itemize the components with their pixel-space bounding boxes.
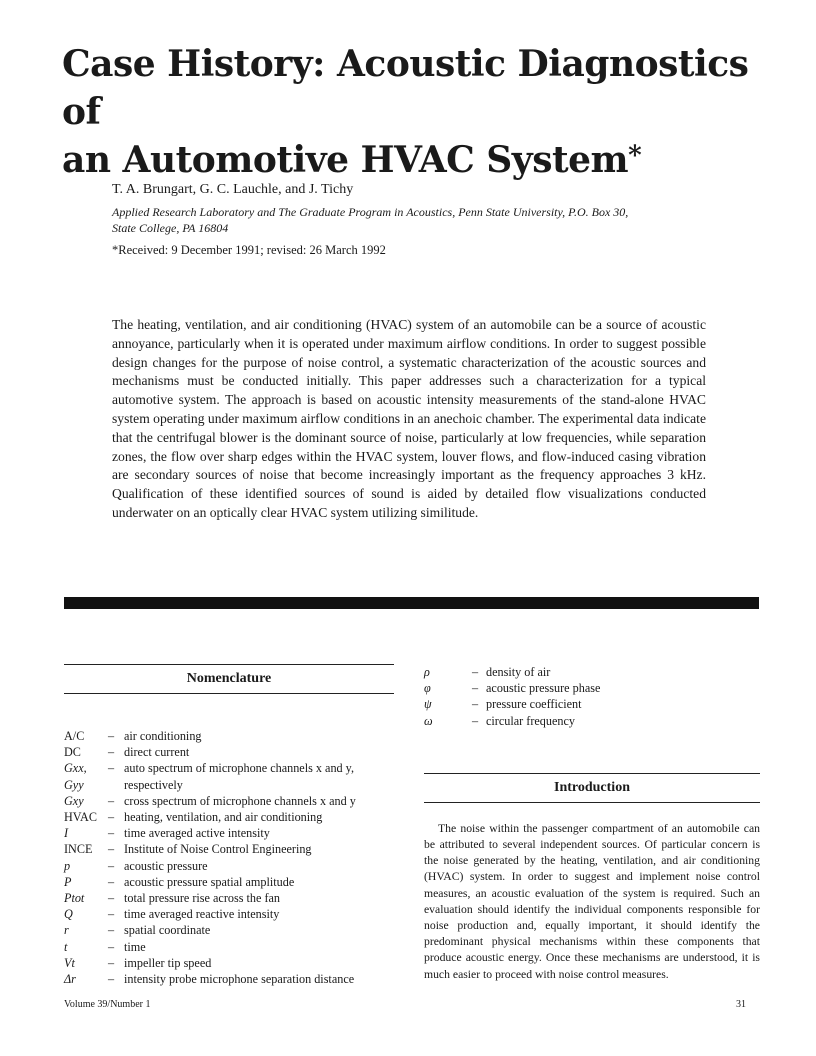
nomenclature-row <box>64 922 394 938</box>
nomenclature-symbol: DC <box>64 745 81 760</box>
greek-symbol-dash: – <box>472 665 479 679</box>
nomenclature-dash: – <box>108 858 115 873</box>
greek-symbol-row <box>424 664 760 680</box>
nomenclature-row <box>64 744 394 760</box>
received-date: *Received: 9 December 1991; revised: 26 March 1992 <box>112 243 386 257</box>
nomenclature-definition: time <box>124 939 146 954</box>
title-footnote-marker: * <box>628 141 642 171</box>
nomenclature-dash: – <box>108 745 115 760</box>
nomenclature-dash: – <box>108 826 115 841</box>
greek-symbol-symbol: ρ <box>424 665 430 679</box>
nomenclature-row <box>64 874 394 890</box>
nomenclature-definition: air conditioning <box>124 729 202 743</box>
nomenclature-row <box>64 825 394 841</box>
nomenclature-symbol: Q <box>64 907 73 922</box>
footer-page-number: 31 <box>736 999 746 1010</box>
nomenclature-row <box>64 760 394 792</box>
nomenclature-definition: cross spectrum of microphone channels x and y <box>124 793 356 808</box>
nomenclature-definition: heating, ventilation, and air conditioning <box>124 810 323 825</box>
greek-symbol-definition: density of air <box>486 665 551 679</box>
affiliation-line-1: Applied Research Laboratory and The Graduate Program in Acoustics, Penn State University, P.O. Box 30, <box>112 205 629 219</box>
footer-volume: Volume 39/Number 1 <box>64 999 151 1010</box>
nomenclature-definition: spatial coordinate <box>124 923 211 938</box>
nomenclature-dash: – <box>108 842 115 857</box>
introduction-text: The noise within the passenger compartment of an automobile can be attributed to several independent sources. Of particular concern is the noise generated by the heating, ventilation, and air conditioning (HVAC) system. In order to suggest and implement noise control measures, an acoustic evaluation of the system is required. Such an evaluation should identify the individual components responsible for noise production and, equally important, it should identify the predominant physical mechanisms within these components that produce acoustic energy. Once these mechanisms are understood, it is much easier to proceed with noise control measures. <box>424 821 760 981</box>
right-column <box>424 664 760 983</box>
affiliation-line-2: State College, PA 16804 <box>112 221 229 235</box>
nomenclature-symbol: A/C <box>64 729 85 743</box>
nomenclature-dash: – <box>108 729 115 743</box>
greek-symbol-dash: – <box>472 697 479 712</box>
nomenclature-row <box>64 728 394 744</box>
nomenclature-row <box>64 809 394 825</box>
nomenclature-definition: acoustic pressure <box>124 858 208 873</box>
title-line-2 <box>62 136 782 184</box>
nomenclature-symbol: r <box>64 923 69 938</box>
introduction-heading: Introduction <box>424 773 760 803</box>
nomenclature-symbol: INCE <box>64 842 93 857</box>
nomenclature-row <box>64 955 394 971</box>
nomenclature-definition: time averaged reactive intensity <box>124 907 280 922</box>
nomenclature-list <box>64 728 394 987</box>
nomenclature-row <box>64 906 394 922</box>
nomenclature-definition: direct current <box>124 745 190 760</box>
greek-symbol-definition: acoustic pressure phase <box>486 681 601 696</box>
title-line-1: Case History: Acoustic Diagnostics of <box>62 43 749 133</box>
nomenclature-definition: impeller tip speed <box>124 955 212 970</box>
nomenclature-symbol: t <box>64 939 68 954</box>
nomenclature-row <box>64 841 394 857</box>
nomenclature-definition: Institute of Noise Control Engineering <box>124 842 312 857</box>
greek-symbol-row <box>424 696 760 712</box>
authors: T. A. Brungart, G. C. Lauchle, and J. Tichy <box>112 182 354 197</box>
greek-symbol-dash: – <box>472 681 479 696</box>
nomenclature-row <box>64 971 394 987</box>
greek-symbol-row <box>424 680 760 696</box>
greek-symbol-symbol: ω <box>424 713 433 728</box>
nomenclature-heading: Nomenclature <box>64 664 394 694</box>
nomenclature-dash: – <box>108 891 115 906</box>
nomenclature-row <box>64 858 394 874</box>
greek-symbol-definition: pressure coefficient <box>486 697 582 712</box>
nomenclature-row <box>64 939 394 955</box>
nomenclature-symbol: HVAC <box>64 810 97 825</box>
nomenclature-dash: – <box>108 874 115 889</box>
nomenclature-symbol: Vt <box>64 955 75 970</box>
nomenclature-dash: – <box>108 972 115 987</box>
nomenclature-definition: total pressure rise across the fan <box>124 891 281 906</box>
greek-symbol-row <box>424 713 760 729</box>
nomenclature-symbol: Δr <box>64 972 76 987</box>
nomenclature-definition: auto spectrum of microphone channels x and y, respectively <box>124 761 355 792</box>
section-divider-bar <box>64 597 759 609</box>
greek-symbol-symbol: ψ <box>424 697 432 712</box>
greek-symbol-dash: – <box>472 713 479 728</box>
nomenclature-dash: – <box>108 761 115 776</box>
nomenclature-dash: – <box>108 939 115 954</box>
left-column <box>64 664 394 987</box>
affiliation <box>112 204 712 236</box>
nomenclature-row <box>64 890 394 906</box>
nomenclature-dash: – <box>108 907 115 922</box>
nomenclature-symbol: Ptot <box>64 891 85 906</box>
nomenclature-row <box>64 793 394 809</box>
nomenclature-definition: time averaged active intensity <box>124 826 270 841</box>
paper-title <box>62 40 782 184</box>
nomenclature-definition: acoustic pressure spatial amplitude <box>124 874 295 889</box>
nomenclature-dash: – <box>108 793 115 808</box>
nomenclature-symbol: I <box>64 826 69 841</box>
greek-symbol-list <box>424 664 760 729</box>
nomenclature-symbol: Gxy <box>64 793 84 808</box>
greek-symbol-definition: circular frequency <box>486 713 575 728</box>
title-line-2-text: an Automotive HVAC System <box>62 139 629 181</box>
nomenclature-dash: – <box>108 923 115 938</box>
abstract: The heating, ventilation, and air conditioning (HVAC) system of an automobile can be a source of acoustic annoyance, particularly when it is operated under maximum airflow conditions. In order to suggest possible design changes for the purpose of noise control, a systematic characterization of the acoustic sources and mechanisms must be conducted initially. This paper addresses such a characterization for a typical automotive system. The approach is based on acoustic intensity measurements of the stand-alone HVAC system operating under maximum airflow conditions in an anechoic chamber. The experimental data indicate that the centrifugal blower is the dominant source of noise, particularly at low frequencies, while separation zones, the flow over sharp edges within the HVAC system, louver flows, and flow-induced casing vibration are secondary sources of noise that become increasingly important as the frequency approaches 3 kHz. Qualification of these identified sources of sound is aided by detailed flow visualizations conducted underwater on an optically clear HVAC system utilizing similitude. <box>112 317 706 520</box>
nomenclature-symbol: P <box>64 874 72 889</box>
nomenclature-symbol: Gxx, Gyy <box>64 761 87 792</box>
nomenclature-dash: – <box>108 955 115 970</box>
nomenclature-dash: – <box>108 810 115 825</box>
nomenclature-symbol: p <box>64 858 71 873</box>
nomenclature-definition: intensity probe microphone separation distance <box>124 972 355 987</box>
greek-symbol-symbol: φ <box>424 681 431 696</box>
